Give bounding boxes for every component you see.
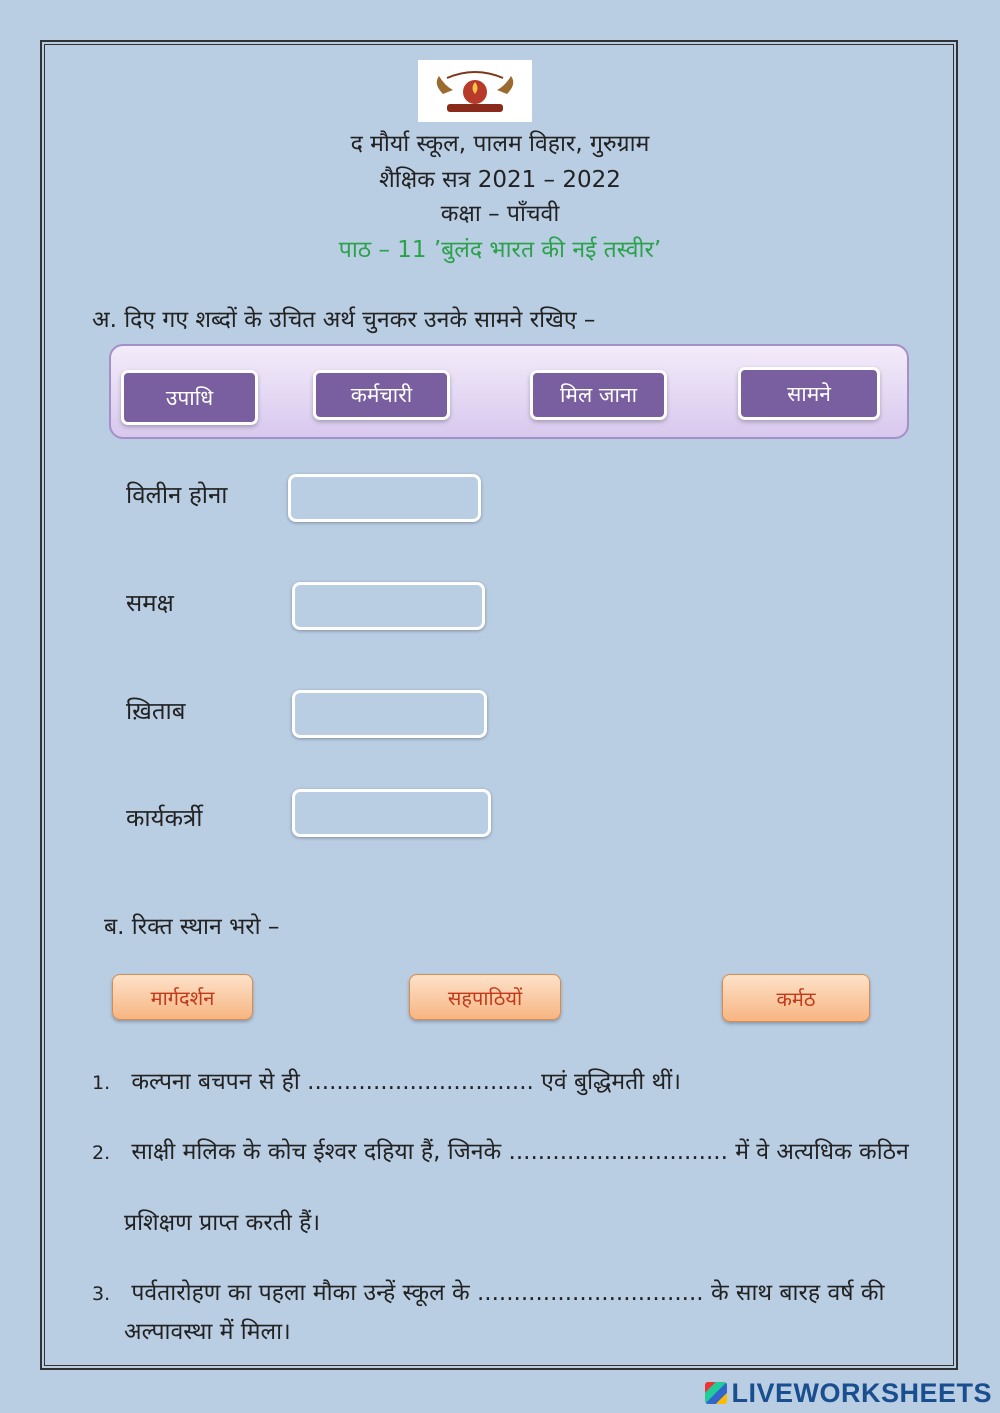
term-karyakartri: कार्यकर्त्री	[126, 804, 203, 832]
answer-box-2[interactable]	[292, 582, 485, 630]
question-1	[92, 1064, 681, 1096]
question-number: 1.	[92, 1072, 111, 1094]
liveworksheets-badge-icon	[705, 1382, 727, 1404]
section-a-title: अ. दिए गए शब्दों के उचित अर्थ चुनकर उनके सामने रखिए –	[92, 307, 596, 333]
fill-chip-karmath[interactable]: कर्मठ	[722, 974, 870, 1022]
school-emblem-icon	[425, 64, 525, 118]
word-chip-mil-jana[interactable]: मिल जाना	[530, 370, 667, 420]
term-khitab: ख़िताब	[126, 697, 186, 725]
answer-box-4[interactable]	[292, 789, 491, 837]
question-text: में वे अत्यधिक कठिन	[735, 1139, 909, 1165]
answer-box-3[interactable]	[292, 690, 487, 738]
word-chip-upadhi[interactable]: उपाधि	[121, 370, 258, 425]
question-text: कल्पना बचपन से ही	[131, 1069, 300, 1095]
word-chip-karmchari[interactable]: कर्मचारी	[313, 370, 450, 420]
answer-blank-3[interactable]: ...............................	[476, 1280, 704, 1306]
lesson-title: पाठ – 11 ’बुलंद भारत की नई तस्वीर’	[338, 237, 662, 263]
fill-chip-sahpathiyon[interactable]: सहपाठियों	[409, 974, 561, 1020]
question-2-continuation: प्रशिक्षण प्राप्त करती हैं।	[124, 1210, 321, 1236]
school-logo	[418, 60, 532, 122]
answer-box-1[interactable]	[288, 474, 481, 522]
class-label: कक्षा – पाँचवी	[440, 201, 560, 227]
school-name: द मौर्या स्कूल, पालम विहार, गुरुग्राम	[350, 131, 650, 157]
question-text: पर्वतारोहण का पहला मौका उन्हें स्कूल के	[131, 1280, 470, 1306]
question-text: के साथ बारह वर्ष की	[710, 1280, 885, 1306]
section-b-title: ब. रिक्त स्थान भरो –	[104, 914, 280, 940]
liveworksheets-logo[interactable]	[705, 1378, 992, 1409]
question-3-continuation: अल्पावस्था में मिला।	[124, 1319, 291, 1345]
question-number: 2.	[92, 1142, 111, 1164]
question-3	[92, 1275, 884, 1307]
question-number: 3.	[92, 1283, 111, 1305]
answer-blank-1[interactable]: ...............................	[307, 1069, 534, 1095]
academic-session: शैक्षिक सत्र 2021 – 2022	[379, 167, 621, 193]
answer-blank-2[interactable]: ..............................	[508, 1139, 728, 1165]
term-vileen-hona: विलीन होना	[126, 481, 228, 509]
term-samaksh: समक्ष	[126, 589, 174, 617]
question-text: साक्षी मलिक के कोच ईश्वर दहिया हैं, जिनके	[131, 1139, 502, 1165]
brand-text: LIVEWORKSHEETS	[731, 1378, 992, 1408]
question-2	[92, 1134, 909, 1166]
fill-chip-margdarshan[interactable]: मार्गदर्शन	[112, 974, 253, 1020]
word-chip-saamne[interactable]: सामने	[738, 367, 880, 420]
question-text: एवं बुद्धिमती थीं।	[541, 1069, 681, 1095]
